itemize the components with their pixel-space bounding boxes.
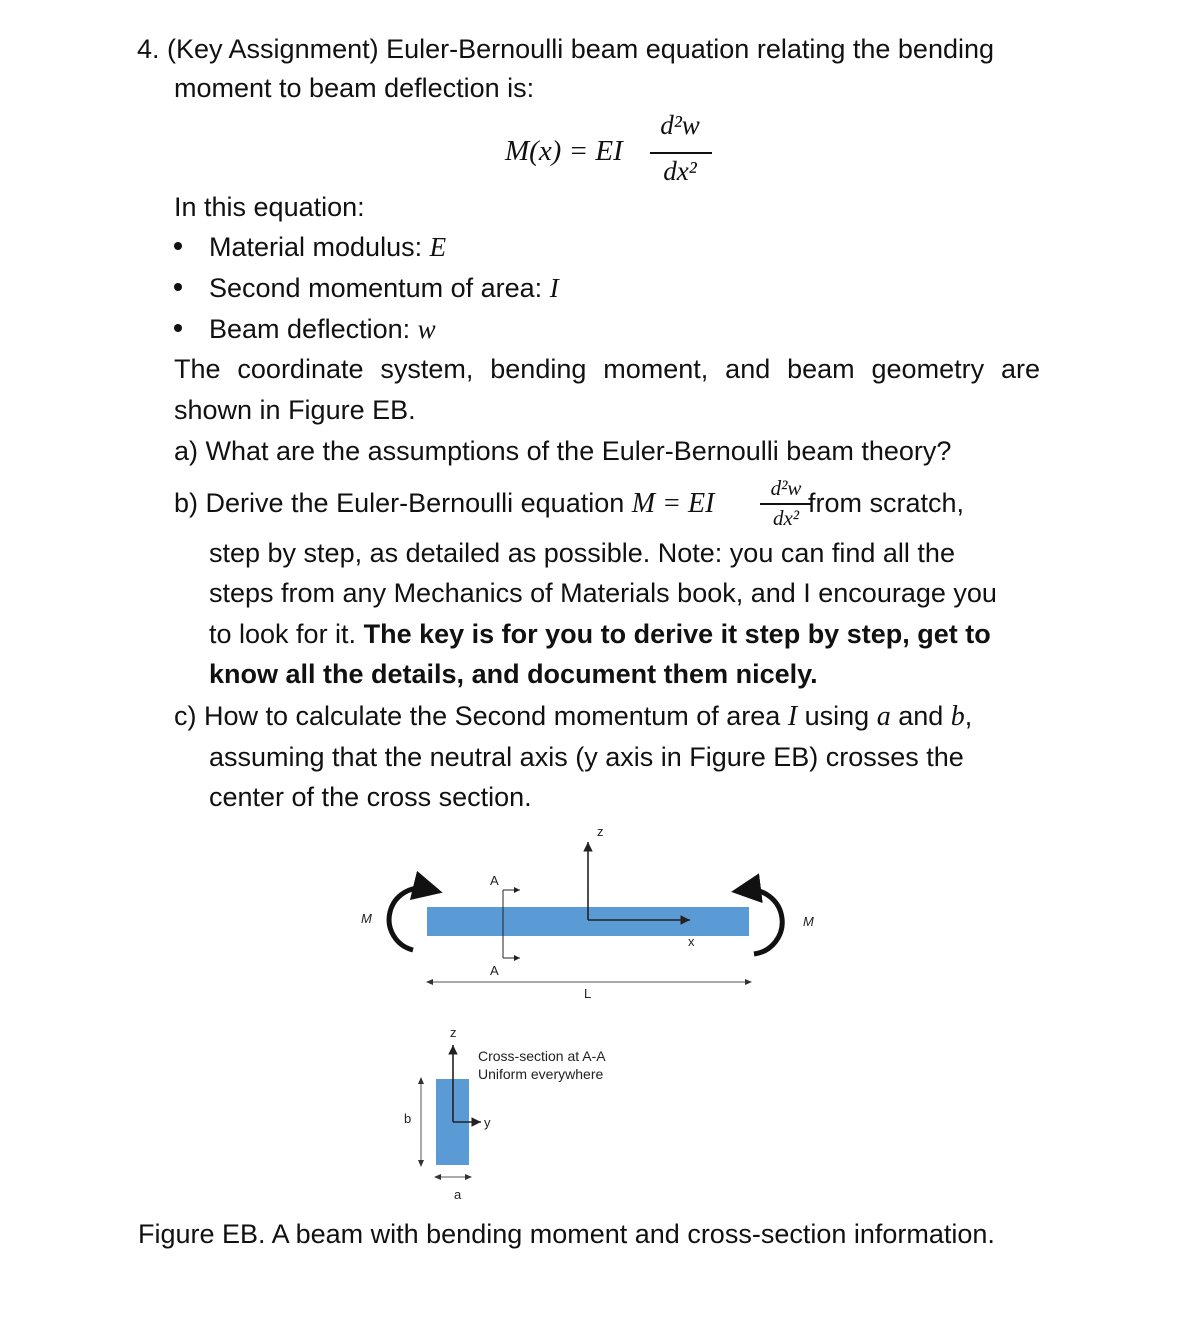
part-b-numerator: d²w	[770, 476, 802, 500]
equation-fraction-bar	[650, 152, 712, 154]
section-label-top: A	[490, 873, 499, 888]
section-label-bottom: A	[490, 963, 499, 978]
part-b-line-1	[174, 486, 714, 521]
part-b-line-4-bold: The key is for you to derive it step by step, get to	[363, 619, 991, 649]
part-c-symbol-b: b	[950, 701, 965, 732]
length-arrow-right	[745, 979, 752, 985]
part-b-fraction-bar	[760, 503, 812, 505]
bullet-material-modulus	[209, 230, 446, 264]
b-arrow-top	[418, 1077, 424, 1084]
length-arrow-left	[426, 979, 433, 985]
cs-caption-2: Uniform everywhere	[478, 1066, 604, 1082]
coord-line-2: shown in Figure EB.	[174, 395, 416, 425]
part-b-equation: M = EI	[631, 488, 715, 519]
equation-lhs: M(x) = EI	[505, 135, 623, 167]
bullet-symbol: w	[417, 314, 436, 344]
figure-eb	[0, 810, 1179, 1210]
length-label: L	[584, 986, 592, 1001]
part-c-symbol-a: a	[876, 701, 891, 732]
cs-a-label: a	[454, 1187, 462, 1202]
moment-left-arrow	[389, 888, 428, 950]
part-c-and: and	[890, 701, 951, 731]
part-b-line-3: steps from any Mechanics of Materials book, and I encourage you	[209, 578, 997, 608]
part-b-line-4-normal: to look for it.	[209, 619, 364, 649]
x-axis-label: x	[688, 934, 695, 949]
b-arrow-bottom	[418, 1160, 424, 1167]
part-b-line-2: step by step, as detailed as possible. Note: you can find all the	[209, 538, 955, 568]
bullet-label: Material modulus:	[209, 232, 430, 262]
bullet-icon	[174, 324, 182, 332]
bullet-beam-deflection	[209, 312, 436, 346]
cs-b-label: b	[404, 1111, 412, 1126]
bullet-symbol: I	[549, 273, 559, 303]
coord-line-1: The coordinate system, bending moment, and beam geometry are	[174, 354, 1040, 384]
moment-left-label: M	[361, 911, 372, 926]
bullet-label: Second momentum of area:	[209, 273, 550, 303]
moment-right-label: M	[803, 914, 814, 929]
part-c-line-3: center of the cross section.	[209, 782, 532, 812]
part-c-prefix: c) How to calculate the Second momentum of area	[174, 701, 788, 731]
question-line-2: moment to beam deflection is:	[174, 73, 535, 103]
part-b-denominator: dx²	[772, 506, 800, 530]
bullet-icon	[174, 242, 182, 250]
equation-denominator: dx²	[663, 156, 697, 186]
z-axis-label: z	[597, 824, 604, 839]
equation-numerator: d²w	[660, 110, 700, 140]
part-a: a) What are the assumptions of the Euler-Bernoulli beam theory?	[174, 436, 952, 466]
part-c-using: using	[797, 701, 877, 731]
part-c-symbol-I: I	[787, 701, 798, 732]
bullet-second-momentum	[209, 271, 559, 305]
part-b-suffix: from scratch,	[808, 488, 965, 518]
part-b-line-5: know all the details, and document them nicely.	[209, 659, 818, 689]
cs-y-label: y	[484, 1115, 491, 1130]
bullet-icon	[174, 283, 182, 291]
part-b-line-4	[209, 617, 991, 651]
figure-caption: Figure EB. A beam with bending moment and cross-section information.	[138, 1219, 995, 1249]
question-line-1: 4. (Key Assignment) Euler-Bernoulli beam equation relating the bending	[137, 34, 995, 64]
bullet-symbol: E	[429, 232, 447, 262]
intro-text: In this equation:	[174, 192, 365, 222]
bullet-label: Beam deflection:	[209, 314, 418, 344]
part-c-line-1	[174, 699, 972, 734]
part-c-line-2: assuming that the neutral axis (y axis in Figure EB) crosses the	[209, 742, 964, 772]
cs-caption-1: Cross-section at A-A	[478, 1048, 606, 1064]
a-arrow-left	[434, 1174, 441, 1180]
a-arrow-right	[465, 1174, 472, 1180]
part-b-prefix: b) Derive the Euler-Bernoulli equation	[174, 488, 632, 518]
part-c-comma: ,	[964, 701, 973, 731]
moment-right-arrow	[746, 890, 782, 954]
cs-z-label: z	[450, 1025, 457, 1040]
